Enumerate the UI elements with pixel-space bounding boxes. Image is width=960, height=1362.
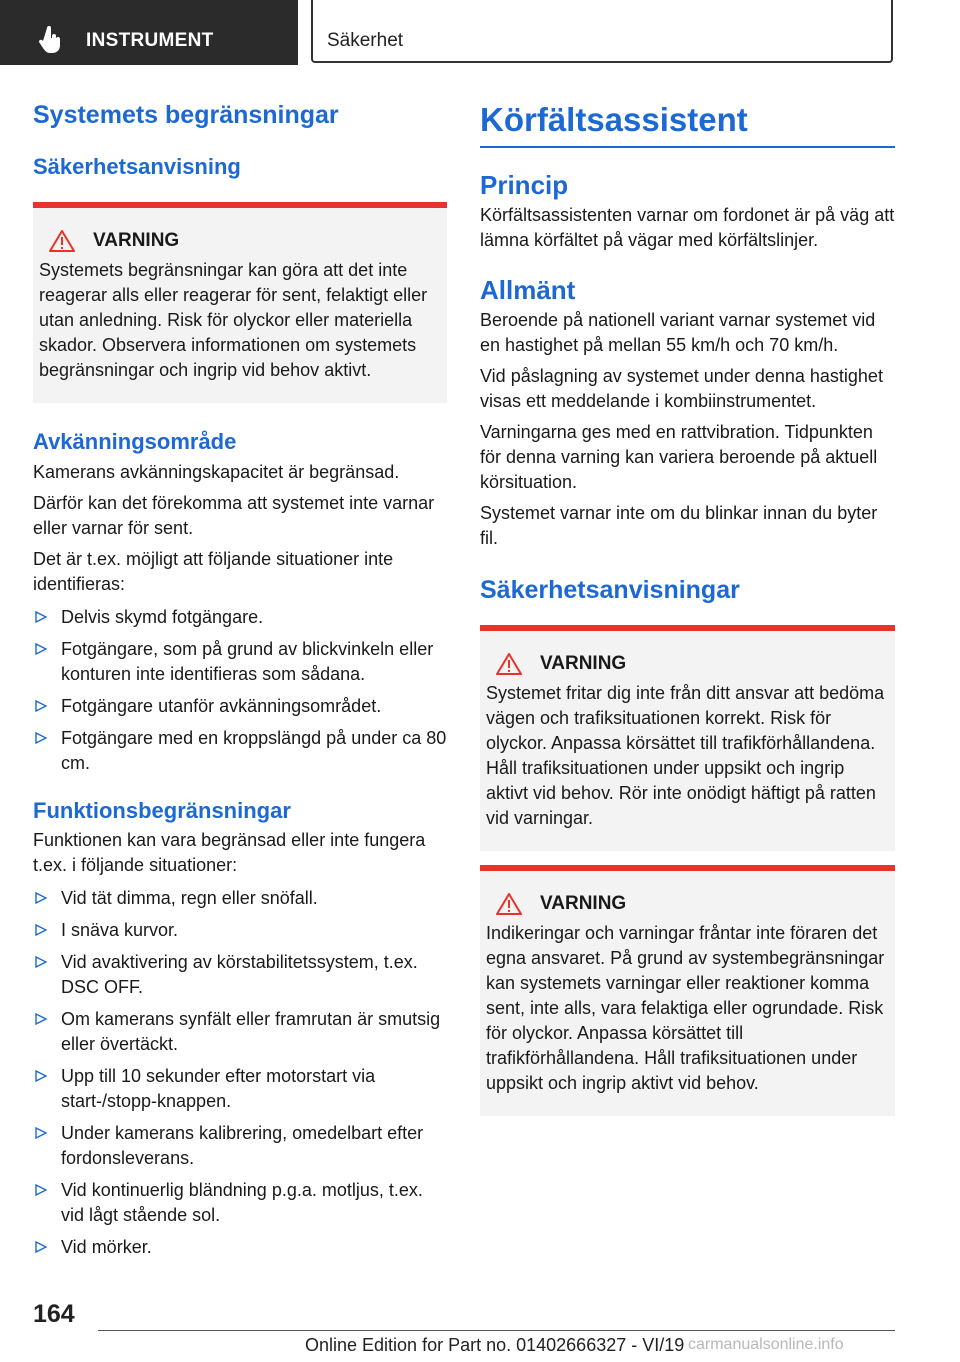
section-label: INSTRUMENT	[86, 30, 214, 51]
footer-divider	[98, 1330, 895, 1331]
bullet-triangle-icon	[35, 956, 47, 968]
chapter-title: Körfältsassistent	[480, 100, 895, 148]
paragraph: Funktionen kan vara begränsad eller inte fungera t.ex. i följande situationer:	[33, 830, 426, 876]
list-item: Vid avaktivering av körstabilitetssystem, t.ex. DSC OFF.	[33, 950, 447, 1000]
list-item: Vid kontinuerlig bländning p.g.a. motljus, t.ex. vid lågt stående sol.	[33, 1178, 447, 1228]
warning-label: VARNING	[93, 230, 180, 252]
bullet-triangle-icon	[35, 892, 47, 904]
list-item: Fotgängare, som på grund av blickvinkeln eller konturen inte identifieras som sådana.	[33, 637, 447, 687]
paragraph: Det är t.ex. möjligt att följande situationer inte identifieras:	[33, 548, 394, 594]
warning-box	[480, 865, 895, 1116]
paragraph: Systemet varnar inte om du blinkar innan du byter fil.	[480, 502, 878, 548]
paragraph: Körfältsassistenten varnar om fordonet är på väg att lämna körfältet på vägar med körfältslinjer.	[480, 204, 895, 250]
bullet-triangle-icon	[35, 1013, 47, 1025]
section-tab	[0, 0, 298, 65]
hand-pointer-icon	[38, 26, 64, 54]
warning-box	[480, 625, 895, 851]
paragraph: Beroende på nationell variant varnar systemet vid en hastighet på mellan 55 km/h och 70 km/h.	[480, 309, 876, 355]
paragraph: Kamerans avkänningskapacitet är begränsad.	[33, 461, 400, 482]
paragraph: Därför kan det förekomma att systemet inte varnar eller varnar för sent.	[33, 492, 435, 538]
safety-heading: Säkerhetsanvisning	[33, 154, 241, 179]
bullet-triangle-icon	[35, 1127, 47, 1139]
bullet-triangle-icon	[35, 924, 47, 936]
section-title: Systemets begränsningar	[33, 101, 339, 129]
warning-triangle-icon	[496, 653, 522, 675]
warning-box	[33, 202, 447, 403]
bullet-triangle-icon	[35, 1241, 47, 1253]
list-item: Under kamerans kalibrering, omedelbart efter fordonsleverans.	[33, 1121, 447, 1171]
right-column	[480, 100, 895, 1116]
warning-text: Indikeringar och varningar fråntar inte föraren det egna ansvaret. På grund av systembegränsningar kan systemets varningar eller reaktioner komma sent, inte alls, vara felaktiga eller ogrundade. Risk för olyckor. Anpassa körsättet till trafikförhållandena. Håll trafiksituationen under uppsikt och ingrip aktivt vid behov.	[486, 922, 885, 1093]
safety-heading: Säkerhetsanvisningar	[480, 575, 740, 604]
warning-label: VARNING	[540, 892, 627, 914]
detection-heading: Avkänningsområde	[33, 429, 237, 455]
list-item: Fotgängare utanför avkänningsområdet.	[33, 694, 447, 719]
list-item: Om kamerans synfält eller framrutan är smutsig eller övertäckt.	[33, 1007, 447, 1057]
list-item: Delvis skymd fotgängare.	[33, 605, 447, 630]
warning-text: Systemet fritar dig inte från ditt ansvar att bedöma vägen och trafiksituationen korrekt. Risk för olyckor. Anpassa körsättet till trafikförhållandena. Håll trafiksituationen under uppsikt och ingrip aktivt vid behov. Rör inte onödigt häftigt på ratten vid varningar.	[486, 682, 885, 828]
list-item: I snäva kurvor.	[33, 918, 447, 943]
left-column	[33, 100, 447, 1267]
page-number: 164	[33, 1300, 75, 1328]
bullet-triangle-icon	[35, 643, 47, 655]
chapter-tab	[311, 0, 893, 63]
watermark: carmanualsonline.info	[688, 1336, 844, 1353]
list-item: Upp till 10 sekunder efter motorstart via start-/stopp-knappen.	[33, 1064, 447, 1114]
principle-heading: Princip	[480, 169, 569, 200]
bullet-triangle-icon	[35, 611, 47, 623]
edition-text: Online Edition for Part no. 01402666327 - VI/19	[305, 1335, 685, 1355]
warning-triangle-icon	[496, 893, 522, 915]
bullet-triangle-icon	[35, 700, 47, 712]
warning-triangle-icon	[49, 230, 75, 252]
detection-list	[33, 605, 447, 776]
list-item: Vid mörker.	[33, 1235, 447, 1260]
general-heading: Allmänt	[480, 274, 576, 305]
warning-text: Systemets begränsningar kan göra att det inte reagerar alls eller reagerar för sent, felaktigt eller utan anledning. Risk för olyckor eller materiella skador. Observera informationen om systemets begränsningar och ingrip vid behov aktivt.	[39, 260, 428, 381]
warning-label: VARNING	[540, 652, 627, 674]
paragraph: Vid påslagning av systemet under denna hastighet visas ett meddelande i kombiinstrumentet.	[480, 365, 883, 411]
paragraph: Varningarna ges med en rattvibration. Tidpunkten för denna varning kan variera beroende på aktuell körsituation.	[480, 421, 878, 492]
functional-limits-heading: Funktionsbegränsningar	[33, 797, 291, 823]
list-item: Vid tät dimma, regn eller snöfall.	[33, 886, 447, 911]
bullet-triangle-icon	[35, 1184, 47, 1196]
functional-limits-list	[33, 886, 447, 1260]
list-item: Fotgängare med en kroppslängd på under ca 80 cm.	[33, 726, 447, 776]
chapter-label: Säkerhet	[327, 30, 404, 51]
bullet-triangle-icon	[35, 1070, 47, 1082]
bullet-triangle-icon	[35, 732, 47, 744]
